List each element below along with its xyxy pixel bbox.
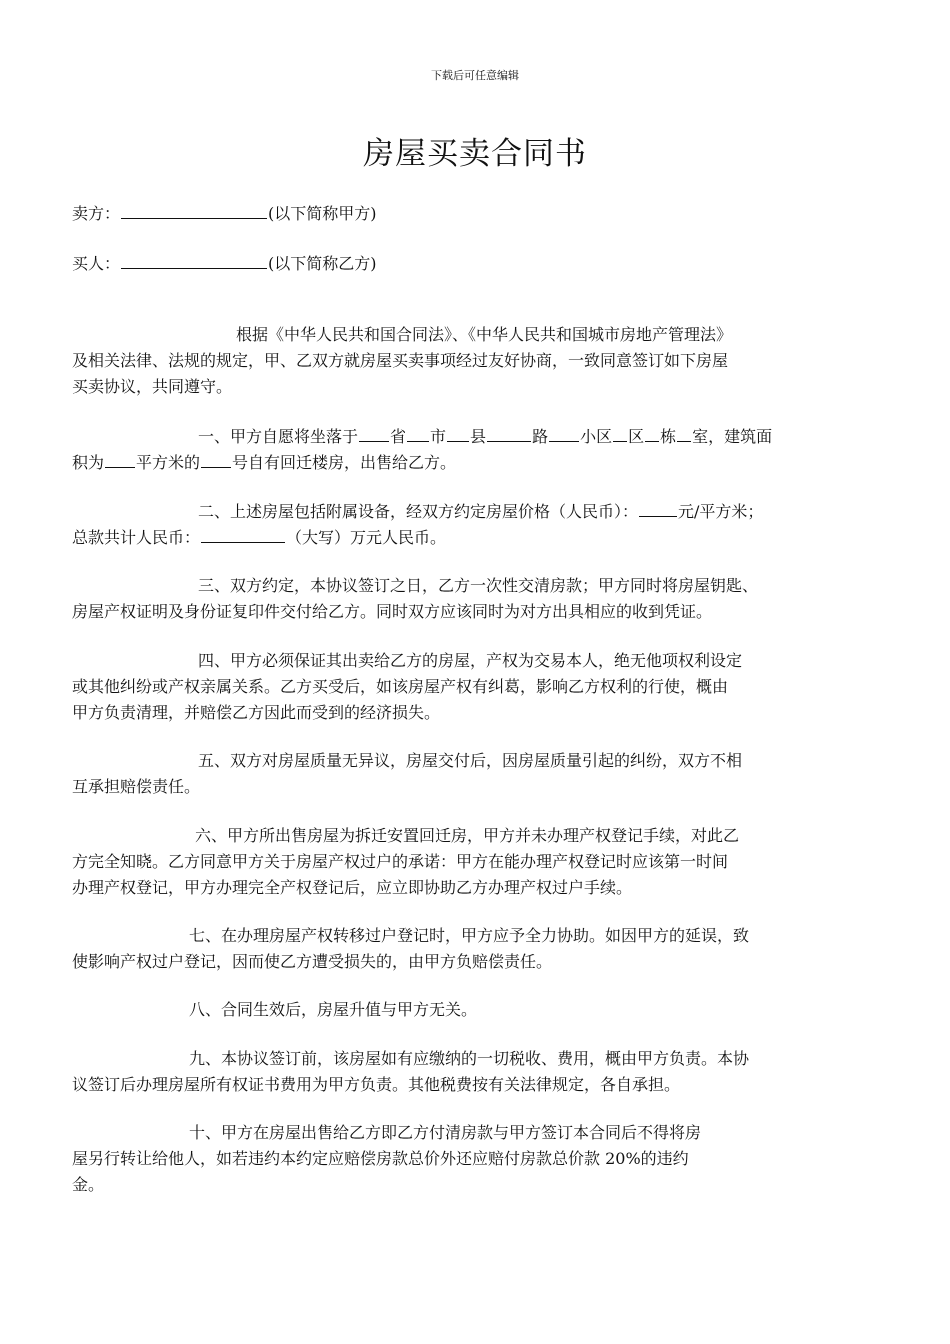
clause-2-line-1 [198, 500, 763, 523]
seller-suffix: (以下简称甲方) [268, 204, 377, 223]
community-blank [549, 425, 579, 442]
clause-10-line-2: 屋另行转让给他人，如若违约本约定应赔偿房款总价外还应赔付房款总价款 20%的违约 [72, 1149, 689, 1168]
unit-price-blank [639, 500, 677, 517]
road-blank [487, 425, 531, 442]
preamble-line-3: 买卖协议，共同遵守。 [72, 377, 233, 396]
building-label: 栋 [660, 427, 677, 446]
clause-1-line-1 [198, 425, 772, 448]
clause-5-line-2: 互承担赔偿责任。 [72, 777, 201, 796]
total-prefix: 总款共计人民币： [72, 528, 201, 547]
county-label: 县 [470, 427, 487, 446]
preamble-line-2: 及相关法律、法规的规定，甲、乙双方就房屋买卖事项经过友好协商，一致同意签订如下房屋 [72, 351, 729, 370]
clause-5-line-1: 五、双方对房屋质量无异议，房屋交付后，因房屋质量引起的纠纷，双方不相 [198, 751, 743, 770]
buyer-line [72, 251, 377, 274]
clause-3-line-1: 三、双方约定，本协议签订之日，乙方一次性交清房款；甲方同时将房屋钥匙、 [198, 576, 759, 595]
area-blank [105, 451, 135, 468]
area-unit: 平方米的 [136, 453, 201, 472]
clause-4-line-3: 甲方负责清理，并赔偿乙方因此而受到的经济损失。 [72, 703, 441, 722]
header-note: 下载后可任意编辑 [431, 69, 519, 82]
total-suffix: （大写）万元人民币。 [286, 528, 447, 547]
clause-9-line-2: 议签订后办理房屋所有权证书费用为甲方负责。其他税费按有关法律规定，各自承担。 [72, 1075, 681, 1094]
clause-3-line-2: 房屋产权证明及身份证复印件交付给乙方。同时双方应该同时为对方出具相应的收到凭证。 [72, 602, 713, 621]
clause-9-line-1: 九、本协议签订前，该房屋如有应缴纳的一切税收、费用，概由甲方负责。本协 [189, 1049, 750, 1068]
unit-price-label: 元/平方米； [678, 502, 764, 521]
city-label: 市 [430, 427, 447, 446]
province-label: 省 [390, 427, 407, 446]
total-blank [201, 526, 285, 543]
community-label: 小区 [580, 427, 613, 446]
clause-7-line-1: 七、在办理房屋产权转移过户登记时，甲方应予全力协助。如因甲方的延误，致 [189, 926, 750, 945]
clause-2-text: 二、上述房屋包括附属设备，经双方约定房屋价格（人民币）： [198, 502, 639, 521]
district-label: 区 [628, 427, 645, 446]
district-blank [613, 425, 627, 442]
clause-10-line-1: 十、甲方在房屋出售给乙方即乙方付清房款与甲方签订本合同后不得将房 [189, 1123, 702, 1142]
county-blank [447, 425, 469, 442]
preamble-line-1: 根据《中华人民共和国合同法》、《中华人民共和国城市房地产管理法》 [236, 325, 733, 344]
room-label: 室，建筑面 [692, 427, 773, 446]
clause-6-line-2: 方完全知晓。乙方同意甲方关于房屋产权过户的承诺：甲方在能办理产权登记时应该第一时间 [72, 852, 729, 871]
clause-4-line-2: 或其他纠纷或产权亲属关系。乙方买受后，如该房屋产权有纠葛，影响乙方权利的行使，概由 [72, 677, 729, 696]
seller-label: 卖方： [72, 204, 121, 223]
clause-6-line-3: 办理产权登记，甲方办理完全产权登记后，应立即协助乙方办理产权过户手续。 [72, 878, 633, 897]
clause-1-text: 一、甲方自愿将坐落于 [198, 427, 359, 446]
clause-4-line-1: 四、甲方必须保证其出卖给乙方的房屋，产权为交易本人，绝无他项权利设定 [198, 651, 743, 670]
clause-10-line-3: 金。 [72, 1175, 105, 1194]
road-label: 路 [532, 427, 549, 446]
clause-8-line-1: 八、合同生效后，房屋升值与甲方无关。 [189, 1000, 478, 1019]
province-blank [359, 425, 389, 442]
unit-number-blank [201, 451, 231, 468]
seller-line [72, 201, 377, 224]
clause-1-tail: 号自有回迁楼房，出售给乙方。 [232, 453, 457, 472]
clause-6-line-1: 六、甲方所出售房屋为拆迁安置回迁房，甲方并未办理产权登记手续，对此乙 [195, 826, 740, 845]
page-title: 房屋买卖合同书 [363, 136, 587, 172]
clause-2-line-2 [72, 526, 446, 549]
area-prefix: 积为 [72, 453, 105, 472]
seller-name-blank [121, 202, 267, 219]
buyer-suffix: (以下简称乙方) [268, 254, 377, 273]
clause-1-line-2 [72, 451, 456, 474]
room-blank [677, 425, 691, 442]
buyer-label: 买人： [72, 254, 121, 273]
buyer-name-blank [121, 252, 267, 269]
clause-7-line-2: 使影响产权过户登记，因而使乙方遭受损失的，由甲方负赔偿责任。 [72, 952, 553, 971]
city-blank [407, 425, 429, 442]
building-blank [645, 425, 659, 442]
